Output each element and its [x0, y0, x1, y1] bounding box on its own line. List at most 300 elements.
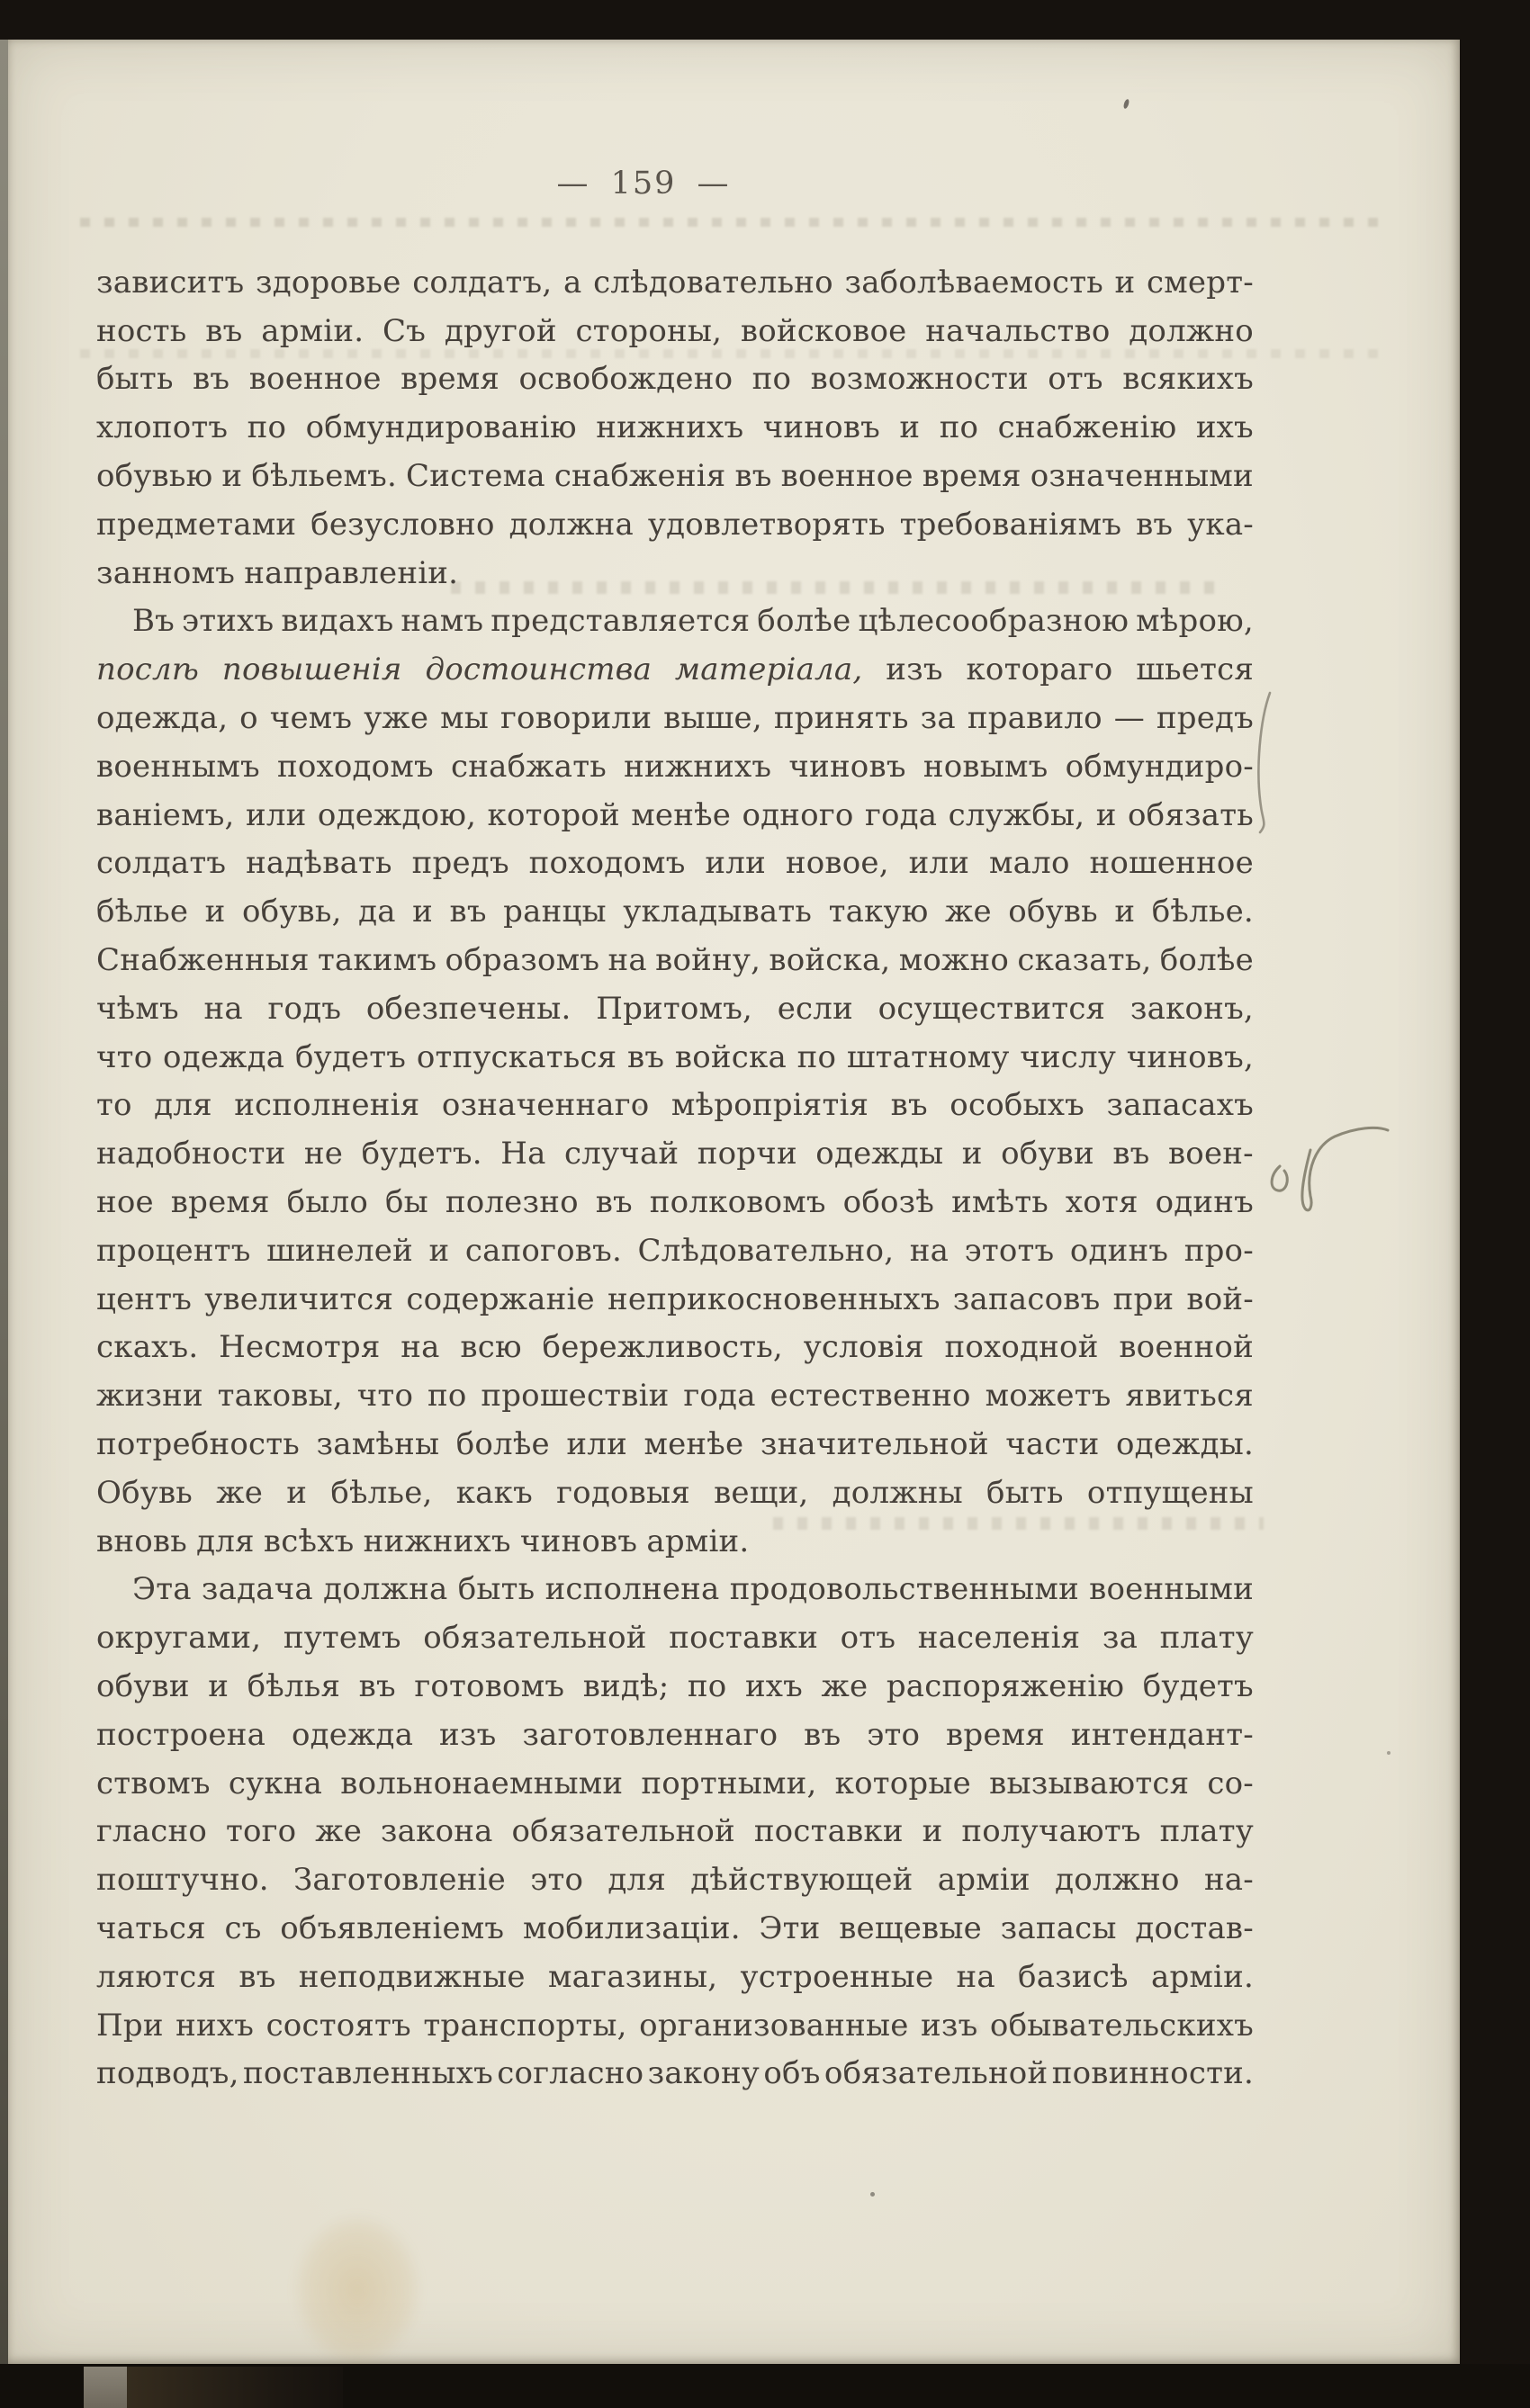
word: походомъ — [528, 845, 686, 882]
text-line-28 — [96, 1566, 1254, 1614]
word: возможности — [810, 361, 1029, 398]
word: и — [286, 1474, 308, 1511]
word: уже — [364, 700, 429, 737]
word: должны — [832, 1474, 963, 1511]
text-line-21 — [96, 1226, 1254, 1275]
word: транспорты, — [423, 2007, 627, 2044]
word: того — [225, 1813, 297, 1850]
italic-word: послѣ — [96, 651, 200, 688]
word: сукна — [228, 1765, 323, 1802]
word: содержаніе — [406, 1280, 595, 1317]
word: въ — [890, 1087, 928, 1124]
word: видѣ; — [582, 1668, 670, 1704]
word: сказать, — [1017, 942, 1152, 979]
word: такую — [828, 894, 929, 930]
text-block — [96, 258, 1254, 2098]
word: нихъ — [176, 2007, 255, 2044]
word: неприкосновенныхъ — [608, 1280, 940, 1317]
word: требованіямъ — [899, 506, 1122, 543]
word: подводъ, — [96, 2055, 239, 2092]
word: порчи — [697, 1136, 797, 1173]
word: на — [909, 1232, 950, 1269]
word: мало — [989, 845, 1070, 882]
word: обезпечены. — [365, 990, 572, 1027]
word: и — [1114, 264, 1136, 301]
word: исполненія — [234, 1087, 420, 1124]
word: При — [96, 2007, 164, 2044]
text-line-7 — [96, 549, 1254, 598]
word: законъ, — [1130, 990, 1254, 1027]
word: повинности. — [1051, 2055, 1254, 2092]
word: съ — [224, 1909, 262, 1946]
word: задача — [201, 1571, 313, 1608]
word: ное — [96, 1184, 154, 1221]
word: военнымъ — [96, 748, 260, 785]
word: военное — [248, 361, 382, 398]
word: ношенное — [1089, 845, 1254, 882]
text-line-16 — [96, 984, 1254, 1033]
text-line-12 — [96, 791, 1254, 840]
word: начальство — [925, 312, 1111, 349]
word: же — [945, 894, 992, 930]
text-line-35 — [96, 1904, 1254, 1953]
word: выше, — [663, 700, 762, 737]
word: въ — [734, 458, 772, 495]
word: готовомъ — [414, 1668, 565, 1704]
text-line-23 — [96, 1324, 1254, 1372]
text-line-13 — [96, 840, 1254, 888]
word: надѣвать — [246, 845, 392, 882]
word: плату — [1159, 1813, 1254, 1850]
word: намъ — [400, 603, 484, 640]
word: предметами — [96, 506, 297, 543]
word: объ — [763, 2055, 821, 2092]
italic-word: достоинства — [425, 651, 652, 688]
word: можетъ — [985, 1378, 1112, 1415]
word: продовольственными — [729, 1571, 1079, 1608]
word: одежда — [291, 1716, 414, 1753]
text-line-19 — [96, 1129, 1254, 1178]
text-line-14 — [96, 887, 1254, 936]
word: Слѣдовательно, — [637, 1232, 895, 1269]
text-line-36 — [96, 1953, 1254, 2001]
word: изъ — [886, 651, 943, 688]
word: по — [687, 1668, 727, 1704]
word: потребность — [96, 1426, 300, 1463]
word: годъ — [267, 990, 342, 1027]
word: и — [1095, 796, 1117, 833]
word: арміи. — [1150, 1958, 1254, 1995]
word: и — [208, 1668, 230, 1704]
word: на — [203, 990, 243, 1027]
word: или — [908, 845, 970, 882]
word: что — [96, 1038, 153, 1075]
word: предъ — [411, 845, 509, 882]
word: по — [247, 409, 287, 446]
word: означеннаго — [441, 1087, 650, 1124]
word: всю — [460, 1329, 522, 1366]
word: за — [920, 700, 956, 737]
text-line-34 — [96, 1855, 1254, 1904]
word: обувью — [96, 458, 213, 495]
word: бережливость, — [542, 1329, 783, 1366]
word: болѣе — [757, 603, 851, 640]
word: нижнихъ — [596, 409, 744, 446]
word: по — [427, 1378, 467, 1415]
word: состоятъ — [266, 2007, 411, 2044]
word: изъ — [921, 2007, 978, 2044]
word: распоряженію — [886, 1668, 1125, 1704]
word: чѣмъ — [96, 990, 179, 1027]
text-line-32 — [96, 1759, 1254, 1808]
word: и — [922, 1813, 943, 1850]
word: удовлетворять — [647, 506, 886, 543]
word: на — [400, 1329, 440, 1366]
word: службы, — [948, 796, 1085, 833]
word: обувь, — [242, 894, 342, 930]
word: ваніемъ, — [96, 796, 235, 833]
word: Система — [406, 458, 545, 495]
text-line-29 — [96, 1613, 1254, 1662]
word: одежда — [163, 1038, 285, 1075]
word: года — [683, 1378, 756, 1415]
word: укладывать — [623, 894, 813, 930]
word: отъ — [840, 1620, 896, 1657]
page-number-header: — 159 — — [556, 166, 731, 202]
word: въ — [627, 1038, 665, 1075]
word: стороны, — [575, 312, 723, 349]
word: центъ — [96, 1280, 193, 1317]
word: будетъ — [1142, 1668, 1254, 1704]
word: мы — [440, 700, 490, 737]
word: и — [899, 409, 921, 446]
word: въ — [595, 1184, 633, 1221]
word: хлопотъ — [96, 409, 229, 446]
word: вещи, — [714, 1474, 809, 1511]
word: жизни — [96, 1378, 203, 1415]
word: не — [303, 1136, 344, 1173]
text-line-5 — [96, 452, 1254, 500]
word: округами, — [96, 1620, 262, 1657]
word: чемъ — [269, 700, 353, 737]
word: таковы, — [217, 1378, 343, 1415]
word: отъ — [1048, 361, 1103, 398]
word: устроенные — [740, 1958, 934, 1995]
word: исполнена — [544, 1571, 720, 1608]
word: для — [154, 1087, 212, 1124]
word: быть — [986, 1474, 1064, 1511]
word: и — [412, 894, 434, 930]
word: солдатъ — [96, 845, 227, 882]
word: закону — [647, 2055, 760, 2092]
pencil-scribble-icon — [1272, 1166, 1287, 1191]
paper-stain — [294, 2215, 420, 2364]
word: по — [796, 1038, 837, 1075]
word: одного — [742, 796, 854, 833]
word: правило — [967, 700, 1102, 737]
word: чиновъ, — [1126, 1038, 1254, 1075]
word: обуви — [1001, 1136, 1094, 1173]
word: чаться — [96, 1909, 206, 1946]
word: магазины, — [547, 1958, 718, 1995]
word: войска, — [769, 942, 891, 979]
word: прошествіи — [481, 1378, 670, 1415]
pencil-scribble-icon — [1302, 1128, 1388, 1210]
word: въ — [205, 312, 243, 349]
word: нижнихъ — [624, 748, 772, 785]
word: и — [428, 1232, 450, 1269]
word: арміи — [937, 1862, 1030, 1899]
word: вызываются — [989, 1765, 1190, 1802]
word: бѣлье — [96, 894, 189, 930]
word: можно — [898, 942, 1010, 979]
word: числу — [1020, 1038, 1117, 1075]
word: то — [96, 1087, 132, 1124]
word: одежда, — [96, 700, 229, 737]
word: явиться — [1125, 1378, 1254, 1415]
word: при — [1112, 1280, 1174, 1317]
word: или — [245, 796, 307, 833]
word: со- — [1207, 1765, 1254, 1802]
word: Эти — [759, 1909, 821, 1946]
word: одинъ — [1155, 1184, 1254, 1221]
word: въ — [1136, 506, 1174, 543]
word: въ — [449, 894, 487, 930]
word: будетъ. — [361, 1136, 482, 1173]
word: въ — [1112, 1136, 1150, 1173]
text-line-37 — [96, 2001, 1254, 2050]
word: ихъ — [744, 1668, 804, 1704]
text-line-18 — [96, 1082, 1254, 1130]
word: ляются — [96, 1958, 217, 1995]
word: означенными — [1030, 458, 1254, 495]
word: заготовленнаго — [522, 1716, 778, 1753]
word: согласно — [497, 2055, 644, 2092]
word: же — [821, 1668, 868, 1704]
word: На — [500, 1136, 546, 1173]
word: должна — [323, 1571, 448, 1608]
scan-speck — [1122, 98, 1130, 109]
word: плату — [1159, 1620, 1254, 1657]
word: полковомъ — [649, 1184, 826, 1221]
word: должно — [1129, 312, 1254, 349]
word: значительной — [760, 1426, 989, 1463]
text-line-11 — [96, 742, 1254, 791]
word: отпущены — [1086, 1474, 1254, 1511]
word: или — [705, 845, 766, 882]
word: направленіи. — [244, 554, 459, 591]
word: что — [356, 1378, 414, 1415]
text-line-31 — [96, 1711, 1254, 1759]
word: которой — [487, 796, 620, 833]
word: неподвижные — [298, 1958, 526, 1995]
word: года — [864, 796, 938, 833]
word: обмундиро- — [1065, 748, 1254, 785]
word: имѣть — [951, 1184, 1048, 1221]
word: вновь — [96, 1523, 187, 1559]
word: освобождено — [518, 361, 734, 398]
word: образомъ — [445, 942, 600, 979]
text-line-33 — [96, 1808, 1254, 1856]
word: говорили — [500, 700, 652, 737]
word: время — [170, 1184, 270, 1221]
word: на- — [1203, 1862, 1254, 1899]
word: одежды — [815, 1136, 944, 1173]
word: ность — [96, 312, 187, 349]
word: случай — [564, 1136, 680, 1173]
word: снабженію — [997, 409, 1177, 446]
word: предъ — [1156, 700, 1254, 737]
word: обуви — [96, 1668, 190, 1704]
word: же — [216, 1474, 264, 1511]
word: одеждою, — [317, 796, 477, 833]
word: арміи. — [646, 1523, 750, 1559]
word: да — [358, 894, 396, 930]
word: этихъ — [182, 603, 274, 640]
scan-bottom-notch — [84, 2367, 127, 2408]
word: военной — [1119, 1329, 1254, 1366]
word: Эта — [132, 1571, 192, 1608]
pencil-bracket-icon — [1258, 693, 1270, 832]
word: увеличится — [204, 1280, 394, 1317]
text-line-3 — [96, 355, 1254, 404]
word: бы — [384, 1184, 428, 1221]
word: это — [867, 1716, 921, 1753]
word: обозѣ — [842, 1184, 935, 1221]
word: отпускаться — [416, 1038, 617, 1075]
word: процентъ — [96, 1232, 251, 1269]
word: осуществится — [878, 990, 1106, 1027]
word: а — [562, 264, 582, 301]
word: чиновъ — [519, 1523, 638, 1559]
word: хотя — [1065, 1184, 1138, 1221]
word: обязательной — [824, 2055, 1048, 2092]
word: Несмотря — [219, 1329, 381, 1366]
word: портными, — [641, 1765, 817, 1802]
word: объявленіемъ — [280, 1909, 505, 1946]
word: ихъ — [1195, 409, 1254, 446]
word: Заготовленіе — [293, 1862, 506, 1899]
word: въ — [238, 1958, 276, 1995]
word: обязать — [1128, 796, 1254, 833]
word: чиновъ — [788, 748, 906, 785]
word: видахъ — [281, 603, 394, 640]
word: по — [752, 361, 792, 398]
word: о — [239, 700, 258, 737]
word: одинъ — [1069, 1232, 1169, 1269]
word: походной — [944, 1329, 1099, 1366]
word: обязательной — [511, 1813, 735, 1850]
word: въ — [193, 361, 230, 398]
word: здоровье — [256, 264, 401, 301]
word: которые — [834, 1765, 971, 1802]
word: Снабженныя — [96, 942, 310, 979]
text-line-30 — [96, 1662, 1254, 1711]
word: штатному — [846, 1038, 1010, 1075]
word: этотъ — [964, 1232, 1055, 1269]
word: въ — [804, 1716, 842, 1753]
scan-speck — [1387, 1751, 1390, 1755]
word: бѣлье. — [1151, 894, 1254, 930]
scan-left-edge-strip — [0, 40, 8, 2364]
word: же — [315, 1813, 363, 1850]
word: болѣе — [455, 1426, 550, 1463]
text-line-15 — [96, 936, 1254, 984]
scan-speck — [870, 2192, 875, 2197]
word: вой- — [1186, 1280, 1254, 1317]
italic-word: матеріала, — [674, 651, 863, 688]
word: Притомъ, — [596, 990, 753, 1027]
word: изъ — [439, 1716, 497, 1753]
word: достав- — [1135, 1909, 1254, 1946]
word: ствомъ — [96, 1765, 211, 1802]
word: воен- — [1167, 1136, 1254, 1173]
word: мобилизаціи. — [522, 1909, 741, 1946]
word: получаютъ — [961, 1813, 1141, 1850]
word: про- — [1184, 1232, 1254, 1269]
italic-word: повышенія — [221, 651, 402, 688]
word: ранцы — [503, 894, 607, 930]
word: Съ — [382, 312, 427, 349]
word: это — [530, 1862, 584, 1899]
word: смерт- — [1147, 264, 1254, 301]
word: и — [204, 894, 226, 930]
word: ука- — [1187, 506, 1254, 543]
word: время — [400, 361, 500, 398]
word: интендант- — [1070, 1716, 1254, 1753]
word: части — [1005, 1426, 1100, 1463]
word: зависитъ — [96, 264, 245, 301]
word: военными — [1089, 1571, 1254, 1608]
word: будетъ — [294, 1038, 407, 1075]
word: всякихъ — [1122, 361, 1254, 398]
word: новое, — [785, 845, 889, 882]
text-line-22 — [96, 1275, 1254, 1324]
word: цѣлесообразною — [858, 603, 1130, 640]
word: условія — [803, 1329, 924, 1366]
text-line-25 — [96, 1420, 1254, 1469]
word: обувь — [1008, 894, 1098, 930]
word: слѣдовательно — [593, 264, 833, 301]
word: бѣльемъ. — [251, 458, 398, 495]
word: войска — [674, 1038, 787, 1075]
word: населенія — [917, 1620, 1081, 1657]
word: менѣе — [644, 1426, 744, 1463]
word: менѣе — [631, 796, 732, 833]
word: быть — [457, 1571, 536, 1608]
word: обмундированію — [305, 409, 577, 446]
word: мѣропріятія — [670, 1087, 869, 1124]
text-line-27 — [96, 1517, 1254, 1566]
word: сапоговъ. — [464, 1232, 622, 1269]
scan-bottom-shadow — [127, 2367, 343, 2408]
word: по — [939, 409, 979, 446]
word: Обувь — [96, 1474, 194, 1511]
word: болѣе — [1159, 942, 1254, 979]
word: быть — [96, 361, 174, 398]
word: войсковое — [740, 312, 907, 349]
word: полезно — [445, 1184, 579, 1221]
word: походомъ — [276, 748, 434, 785]
word: представляется — [490, 603, 751, 640]
word: шьется — [1136, 651, 1254, 688]
word: всѣхъ — [263, 1523, 355, 1559]
text-line-2 — [96, 307, 1254, 355]
word: снабжать — [451, 748, 607, 785]
word: арміи. — [261, 312, 364, 349]
text-line-4 — [96, 403, 1254, 452]
word: военное — [780, 458, 914, 495]
